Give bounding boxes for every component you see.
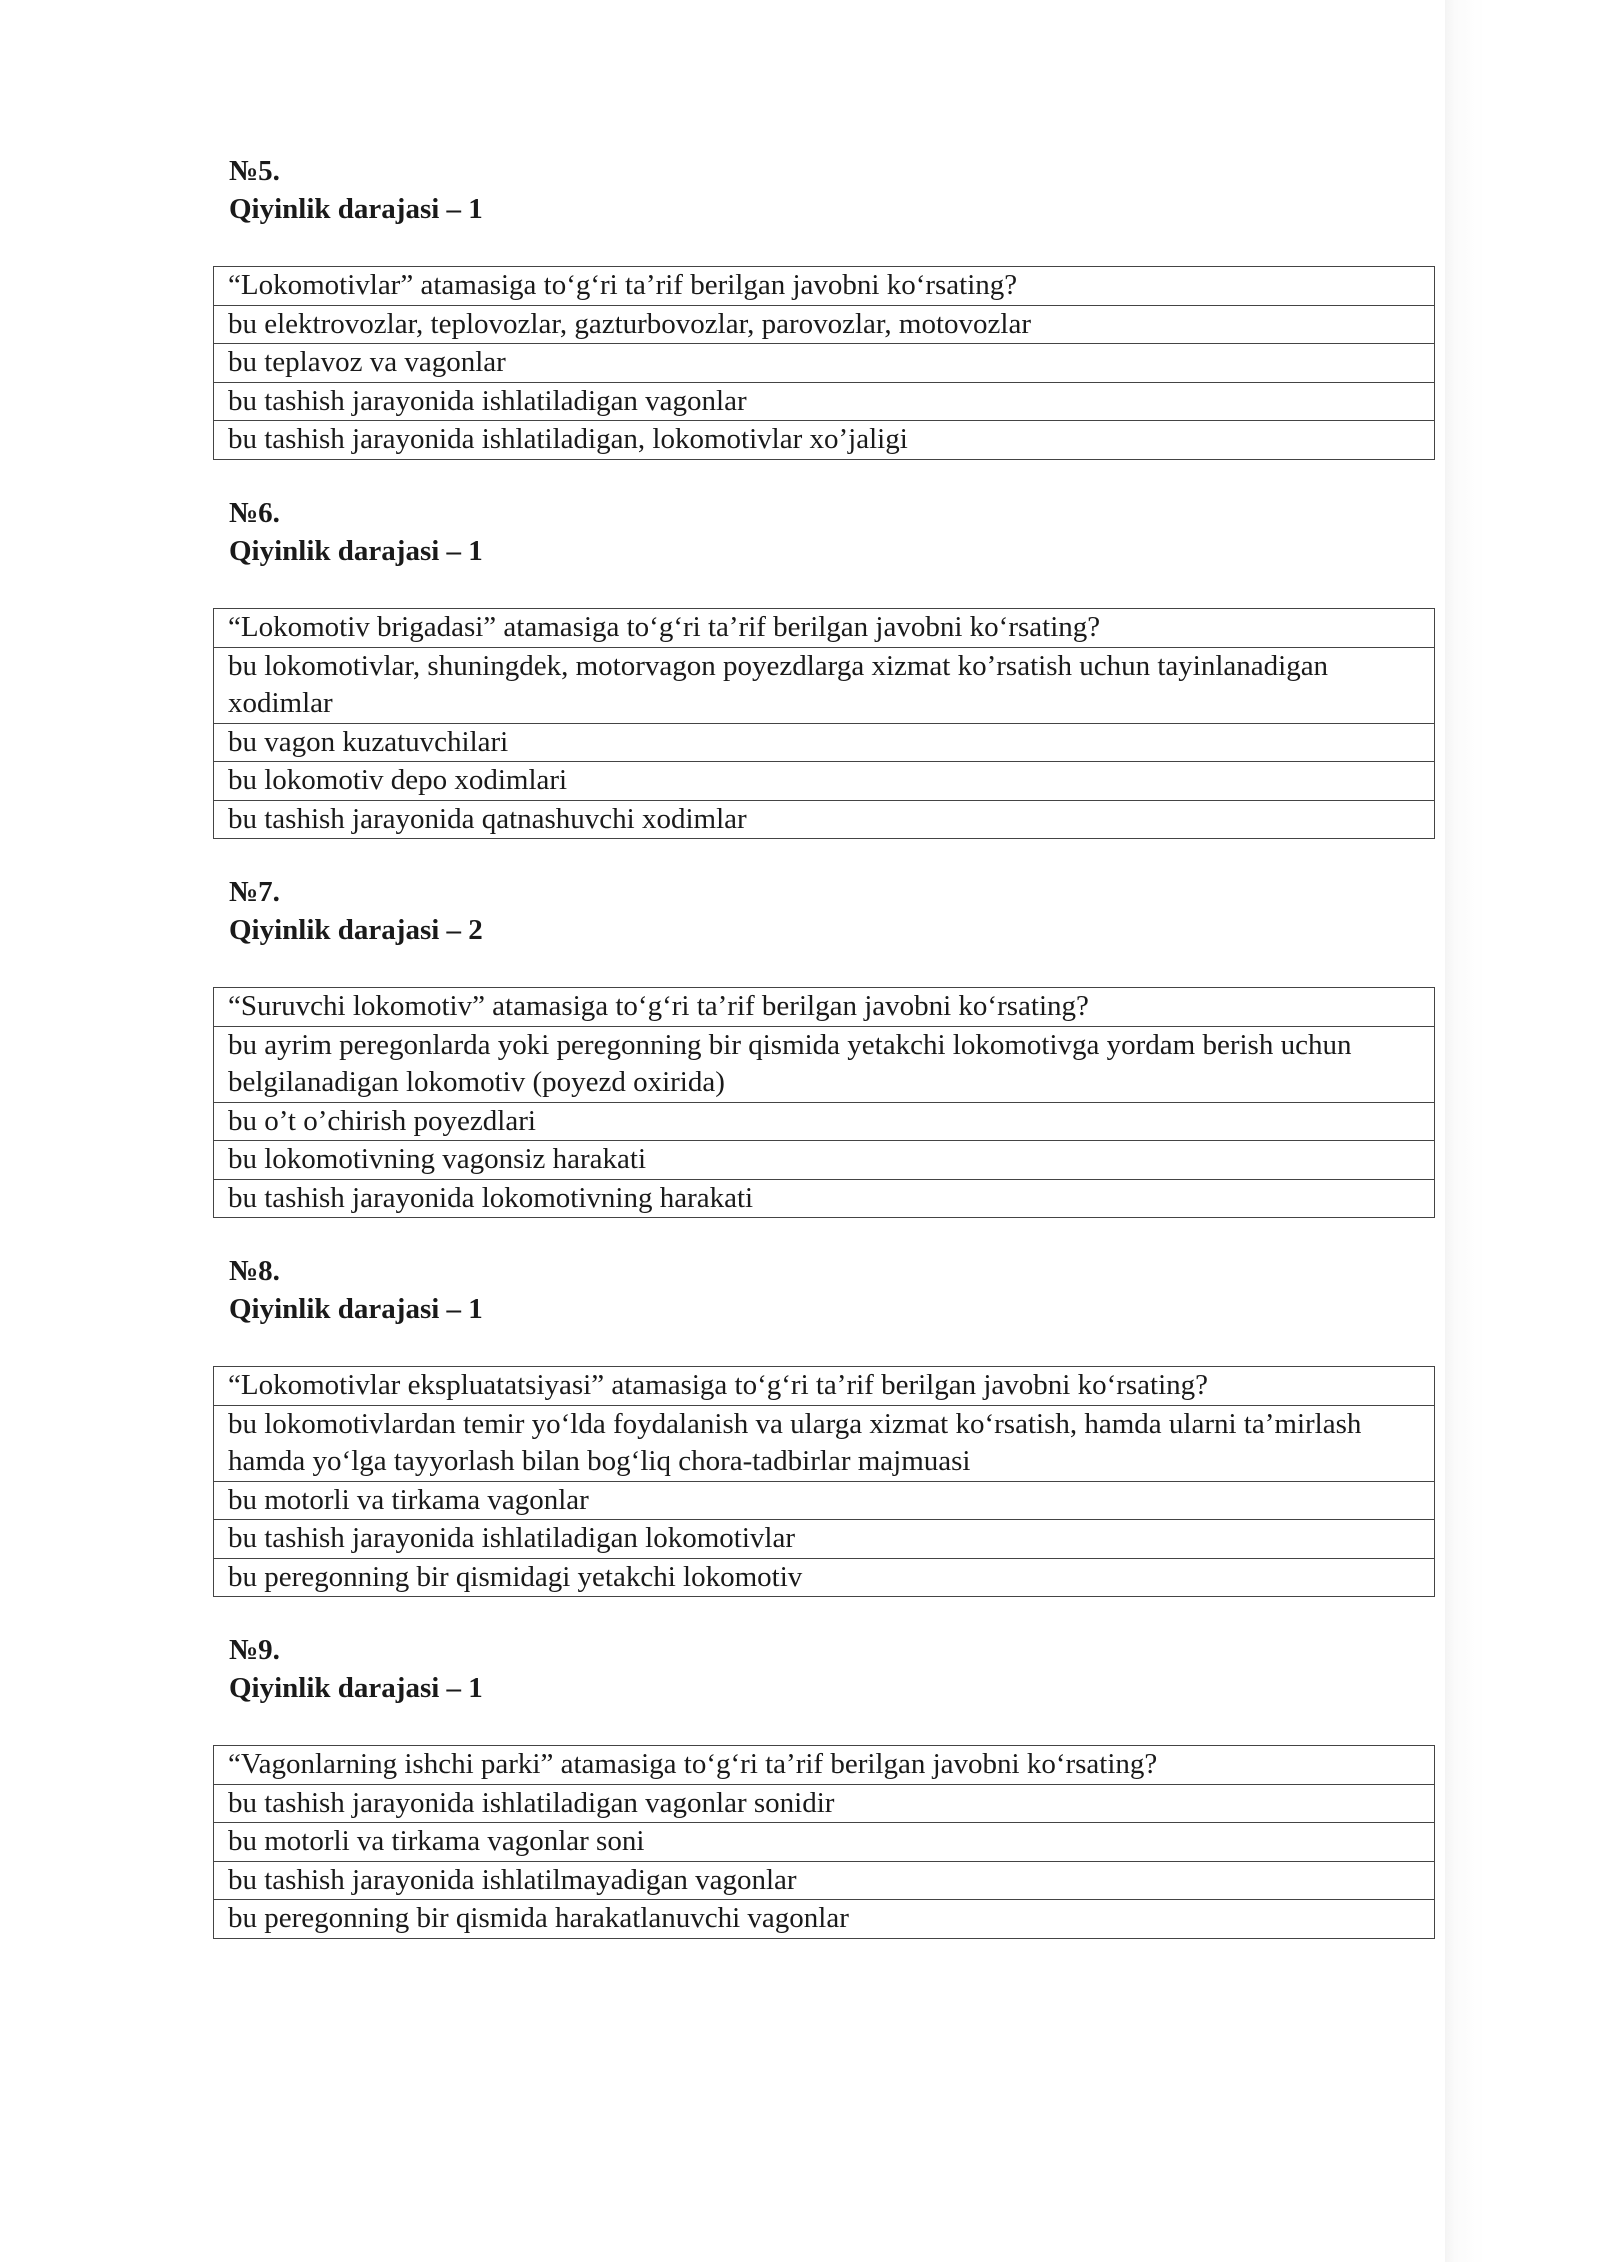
- question-text: “Lokomotiv brigadasi” atamasiga to‘g‘ri ta’rif berilgan javobni ko‘rsating?: [228, 611, 1101, 643]
- question-text: “Lokomotivlar ekspluatatsiyasi” atamasiga to‘g‘ri ta’rif berilgan javobni ko‘rsating?: [228, 1369, 1209, 1401]
- answer-option: bu lokomotivlar, shuningdek, motorvagon poyezdlarga xizmat ko’rsatish uchun tayinlanadigan xodimlar: [214, 647, 1434, 723]
- question-text: “Vagonlarning ishchi parki” atamasiga to‘g‘ri ta’rif berilgan javobni ko‘rsating?: [228, 1748, 1158, 1780]
- difficulty-level: Qiyinlik darajasi – 1: [229, 535, 483, 567]
- question-block: [213, 152, 1435, 460]
- question-number: №8.: [229, 1255, 280, 1287]
- answer-option: bu vagon kuzatuvchilari: [214, 723, 1434, 762]
- difficulty-level: Qiyinlik darajasi – 1: [229, 1672, 483, 1704]
- answer-option: bu tashish jarayonida ishlatilmayadigan vagonlar: [214, 1861, 1434, 1900]
- question-block: [213, 1252, 1435, 1597]
- question-number: №5.: [229, 155, 280, 187]
- difficulty-level: Qiyinlik darajasi – 2: [229, 914, 483, 946]
- question-text: “Suruvchi lokomotiv” atamasiga to‘g‘ri ta’rif berilgan javobni ko‘rsating?: [228, 990, 1089, 1022]
- answer-option: bu o’t o’chirish poyezdlari: [214, 1102, 1434, 1141]
- question-table: [213, 608, 1435, 839]
- difficulty-level: Qiyinlik darajasi – 1: [229, 1293, 483, 1325]
- answer-option: bu tashish jarayonida ishlatiladigan vagonlar sonidir: [214, 1784, 1434, 1823]
- question-block: [213, 1631, 1435, 1939]
- question-number: №7.: [229, 876, 280, 908]
- question-table: [213, 987, 1435, 1218]
- answer-option: bu ayrim peregonlarda yoki peregonning bir qismida yetakchi lokomotivga yordam berish uchun belgilanadigan lokomotiv (poyezd oxirida): [214, 1026, 1434, 1102]
- answer-option: bu teplavoz va vagonlar: [214, 343, 1434, 382]
- question-block: [213, 494, 1435, 839]
- difficulty-level: Qiyinlik darajasi – 1: [229, 193, 483, 225]
- answer-option: bu peregonning bir qismida harakatlanuvchi vagonlar: [214, 1899, 1434, 1938]
- page-edge-shadow: [1445, 0, 1600, 2262]
- question-table: [213, 1745, 1435, 1939]
- question-number: №9.: [229, 1634, 280, 1666]
- answer-option: bu tashish jarayonida ishlatiladigan lokomotivlar: [214, 1519, 1434, 1558]
- answer-option: bu elektrovozlar, teplovozlar, gazturbovozlar, parovozlar, motovozlar: [214, 305, 1434, 344]
- answer-option: bu lokomotivlardan temir yo‘lda foydalanish va ularga xizmat ko‘rsatish, hamda ularni ta’mirlash hamda yo‘lga tayyorlash bilan bog‘liq chora-tadbirlar majmuasi: [214, 1405, 1434, 1481]
- answer-option: bu tashish jarayonida ishlatiladigan, lokomotivlar xo’jaligi: [214, 420, 1434, 459]
- answer-option: bu tashish jarayonida qatnashuvchi xodimlar: [214, 800, 1434, 839]
- answer-option: bu peregonning bir qismidagi yetakchi lokomotiv: [214, 1558, 1434, 1597]
- question-block: [213, 873, 1435, 1218]
- question-table: [213, 1366, 1435, 1597]
- question-table: [213, 266, 1435, 460]
- answer-option: bu lokomotivning vagonsiz harakati: [214, 1140, 1434, 1179]
- answer-option: bu tashish jarayonida ishlatiladigan vagonlar: [214, 382, 1434, 421]
- answer-option: bu motorli va tirkama vagonlar: [214, 1481, 1434, 1520]
- question-text: “Lokomotivlar” atamasiga to‘g‘ri ta’rif berilgan javobni ko‘rsating?: [228, 269, 1018, 301]
- answer-option: bu tashish jarayonida lokomotivning harakati: [214, 1179, 1434, 1218]
- answer-option: bu motorli va tirkama vagonlar soni: [214, 1822, 1434, 1861]
- answer-option: bu lokomotiv depo xodimlari: [214, 761, 1434, 800]
- question-number: №6.: [229, 497, 280, 529]
